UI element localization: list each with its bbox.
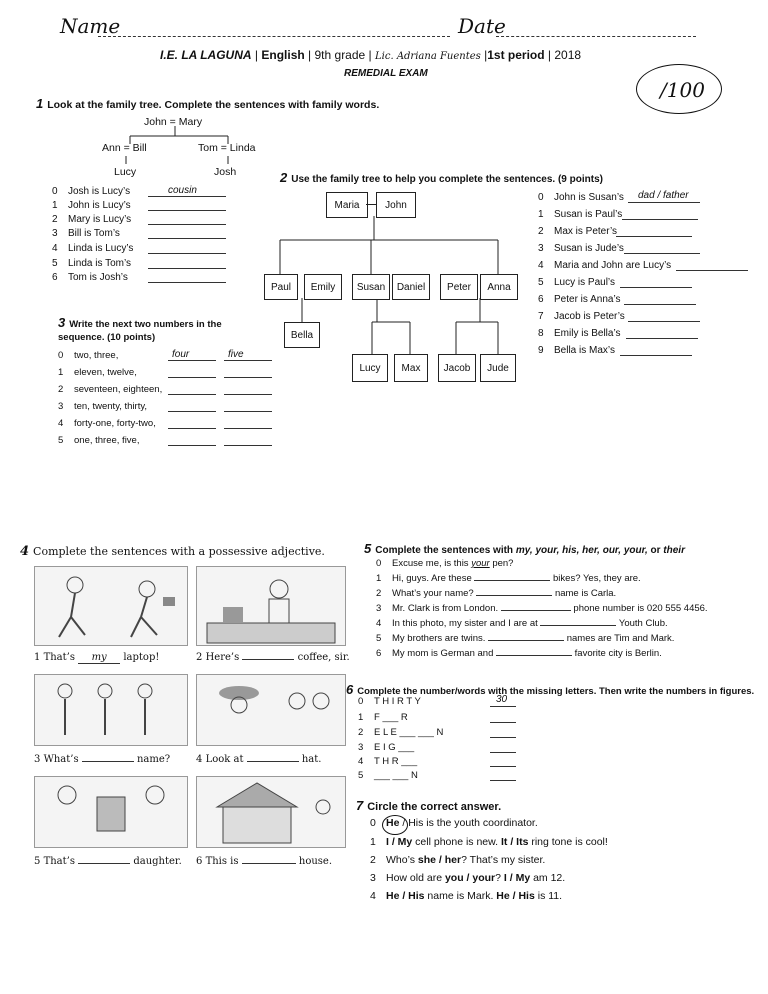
s2-item (538, 226, 617, 237)
s1-blank[interactable] (148, 282, 226, 283)
s2-item (538, 328, 621, 339)
item-text: Bill is Tom’s (68, 228, 120, 239)
s6-title (346, 682, 754, 697)
item-number: 3 (538, 243, 544, 254)
s3-item (58, 435, 139, 446)
item-pre: Excuse me, is this (392, 558, 469, 569)
s2-item (538, 345, 615, 356)
s6-blank[interactable] (490, 737, 516, 738)
item-pre: Hi, guys. Are these (392, 573, 472, 584)
date-field[interactable] (496, 36, 696, 37)
caption-number: 1 (34, 652, 41, 663)
item-number: 4 (370, 890, 376, 902)
s3-blank[interactable] (224, 428, 272, 429)
s1-item (52, 272, 128, 283)
tree2-maria: Maria (326, 192, 368, 218)
s7-choice[interactable]: He / His (496, 890, 535, 902)
item-number: 2 (58, 384, 64, 395)
item-text: Tom is Josh’s (68, 272, 128, 283)
tree2-emily: Emily (304, 274, 342, 300)
s3-item (58, 418, 156, 429)
tree2-john: John (376, 192, 416, 218)
tree1-child1: Lucy (114, 166, 137, 178)
s1-item (52, 258, 131, 269)
s4-caption-4 (196, 754, 321, 765)
s3-blank[interactable] (168, 377, 216, 378)
s2-number: 2 (280, 170, 288, 185)
item-post: favorite city is Berlin. (574, 648, 662, 659)
s7-item (370, 854, 545, 866)
cartoon-waitress-image (196, 566, 346, 646)
s4-number: 4 (20, 544, 30, 559)
s1-blank[interactable] (148, 238, 226, 239)
s7-text: / His is the youth coordinator. (399, 817, 538, 829)
s7-text: Who’s (386, 854, 418, 866)
s3-blank[interactable] (224, 411, 272, 412)
item-number: 6 (52, 272, 58, 283)
item-number: 2 (538, 226, 544, 237)
item-number: 6 (376, 648, 382, 659)
s7-text: name is Mark. (424, 890, 497, 902)
s7-number: 7 (356, 798, 364, 813)
item-number: 5 (58, 435, 64, 446)
caption-pre: This is (205, 856, 239, 867)
s7-title (356, 798, 501, 813)
score-label: /100 (660, 78, 705, 102)
tree2-daniel: Daniel (392, 274, 430, 300)
item-number: 0 (370, 817, 376, 829)
item-number: 2 (52, 214, 58, 225)
item-number: 1 (358, 712, 364, 723)
s7-text: cell phone is new. (412, 836, 501, 848)
s1-title-text: Look at the family tree. Complete the sentences with family words. (47, 99, 380, 111)
s1-item (52, 200, 131, 211)
s6-item (358, 696, 421, 707)
s4-blank[interactable] (82, 761, 134, 762)
s3-number: 3 (58, 315, 66, 330)
caption-post: hat. (301, 754, 322, 765)
hat-people-icon (197, 675, 345, 745)
item-text: Emily is Bella’s (554, 328, 621, 339)
item-number: 1 (538, 209, 544, 220)
s5-blank[interactable] (501, 610, 571, 611)
item-number: 9 (538, 345, 544, 356)
s6-number: 6 (346, 682, 354, 697)
s2-title-text: Use the family tree to help you complete the sentences. (9 points) (291, 174, 603, 185)
s7-choice[interactable]: He / His (386, 890, 425, 902)
caption-number: 6 (196, 856, 203, 867)
tree1-right: Tom = Linda (198, 142, 256, 154)
s2-blank[interactable] (624, 304, 696, 305)
s1-blank[interactable] (148, 196, 226, 197)
caption-pre: That’s (43, 856, 75, 867)
s5-item (376, 633, 674, 644)
s3-item (58, 401, 147, 412)
s5-item (376, 648, 662, 659)
teacher: Lic. Adriana Fuentes (375, 51, 481, 62)
s7-item (370, 890, 562, 902)
s2-item (538, 294, 621, 305)
s4-title (20, 544, 325, 559)
tree2-jude: Jude (480, 354, 516, 382)
item-text: Mary is Lucy’s (68, 214, 132, 225)
s7-item (370, 817, 538, 829)
item-post: phone number is 020 555 4456. (573, 603, 708, 614)
item-number: 1 (58, 367, 64, 378)
item-text: Linda is Lucy’s (68, 243, 134, 254)
name-field[interactable] (98, 36, 450, 37)
s7-text: am 12. (530, 872, 566, 884)
s1-example-answer: cousin (168, 185, 197, 196)
s1-blank[interactable] (148, 268, 226, 269)
s2-item (538, 260, 671, 271)
s6-title-text: Complete the number/words with the missing letters. Then write the numbers in figures. (357, 686, 755, 697)
caption-number: 4 (196, 754, 203, 765)
s4-blank[interactable] (78, 863, 130, 864)
item-text: T H R ___ (374, 756, 418, 767)
caption-post: name? (136, 754, 171, 765)
item-number: 5 (376, 633, 382, 644)
item-number: 5 (52, 258, 58, 269)
s2-item (538, 192, 624, 203)
s7-text: ? That’s my sister. (461, 854, 546, 866)
item-text: Susan is Jude’s (554, 243, 624, 254)
item-text: two, three, (74, 350, 119, 361)
item-text: T H I R T Y (374, 696, 421, 707)
item-number: 3 (58, 401, 64, 412)
item-number: 6 (538, 294, 544, 305)
item-text: John is Lucy’s (68, 200, 131, 211)
s6-item (358, 756, 417, 767)
s3-blank[interactable] (224, 445, 272, 446)
item-number: 4 (358, 756, 364, 767)
s3-title-line1 (58, 316, 222, 331)
item-text: ten, twenty, thirty, (74, 401, 148, 412)
item-pre: Mr. Clark is from London. (392, 603, 499, 614)
s3-blank[interactable] (168, 394, 216, 395)
caption-number: 2 (196, 652, 203, 663)
s5-title-words: my, your, his, her, our, your, (515, 545, 648, 556)
running-man-icon (35, 567, 187, 645)
s7-choice[interactable]: He (386, 817, 400, 829)
s2-item (538, 311, 625, 322)
s5-title (364, 541, 685, 556)
s5-blank[interactable] (488, 640, 564, 641)
grade: 9th grade (314, 48, 366, 62)
caption-post: house. (298, 856, 333, 867)
item-post: pen? (492, 558, 514, 569)
item-number: 5 (358, 770, 364, 781)
s2-blank[interactable] (616, 236, 692, 237)
item-number: 3 (358, 742, 364, 753)
item-number: 4 (58, 418, 64, 429)
item-number: 2 (358, 727, 364, 738)
item-number: 7 (538, 311, 544, 322)
item-text: F ___ R (374, 712, 408, 723)
tree2-jacob: Jacob (438, 354, 476, 382)
s4-caption-2 (196, 652, 350, 663)
s3-item (58, 384, 162, 395)
s3-blank[interactable] (168, 428, 216, 429)
s4-blank[interactable]: my (78, 652, 120, 664)
s4-blank[interactable] (247, 761, 299, 762)
caption-post: coffee, sir. (297, 652, 350, 663)
s5-number: 5 (364, 541, 372, 556)
caption-post: daughter. (133, 856, 182, 867)
exam-title: REMEDIAL EXAM (344, 68, 428, 79)
item-text: Bella is Max’s (554, 345, 615, 356)
item-number: 4 (376, 618, 382, 629)
s3-title-text: Write the next two numbers in the (69, 319, 222, 330)
s1-item (52, 243, 133, 254)
caption-number: 5 (34, 856, 41, 867)
caption-post: laptop! (123, 652, 160, 663)
s2-example-answer: dad / father (638, 190, 689, 201)
item-text: Peter is Anna’s (554, 294, 621, 305)
cartoon-running-man-image (34, 566, 188, 646)
cartoon-gym-image (34, 674, 188, 746)
s5-blank[interactable] (540, 625, 616, 626)
item-number: 0 (358, 696, 364, 707)
waitress-icon (197, 567, 345, 645)
item-pre: My brothers are twins. (392, 633, 486, 644)
s2-blank[interactable] (622, 219, 698, 220)
photo-people-icon (35, 777, 187, 847)
s7-text: How old are (386, 872, 445, 884)
s7-item (370, 872, 565, 884)
item-text: Josh is Lucy’s (68, 186, 131, 197)
s7-text: is 11. (534, 890, 563, 902)
s3-title-text-2: sequence. (10 points) (58, 332, 156, 343)
s4-caption-6 (196, 856, 332, 867)
s2-blank[interactable] (628, 202, 700, 203)
s3-blank[interactable] (168, 360, 216, 361)
s2-title (280, 170, 603, 185)
s5-blank[interactable] (474, 580, 550, 581)
s2-blank[interactable] (624, 253, 700, 254)
s6-item (358, 727, 443, 738)
tree2-max: Max (394, 354, 428, 382)
item-text: Linda is Tom’s (68, 258, 131, 269)
name-label: Name (60, 14, 121, 38)
s7-choice[interactable]: I / My (386, 836, 413, 848)
s2-blank[interactable] (626, 338, 698, 339)
s1-number: 1 (36, 96, 44, 111)
date-label: Date (458, 14, 506, 38)
s1-blank[interactable] (148, 210, 226, 211)
item-text: Maria and John are Lucy’s (554, 260, 672, 271)
item-number: 3 (376, 603, 382, 614)
s6-item (358, 770, 418, 781)
s5-blank[interactable] (496, 655, 572, 656)
item-text: seventeen, eighteen, (74, 384, 163, 395)
s2-item (538, 209, 622, 220)
s4-caption-1 (34, 652, 159, 664)
house-icon (197, 777, 345, 847)
item-number: 5 (538, 277, 544, 288)
s2-blank[interactable] (620, 355, 692, 356)
item-number: 0 (58, 350, 64, 361)
s2-blank[interactable] (676, 270, 748, 271)
s3-blank[interactable] (168, 445, 216, 446)
s7-text: ? (495, 872, 504, 884)
year: 2018 (554, 48, 582, 62)
caption-pre: Here’s (205, 652, 240, 663)
s3-example-answer-2: five (228, 349, 244, 360)
item-post: names are Tim and Mark. (566, 633, 675, 644)
s3-blank[interactable] (224, 394, 272, 395)
subject: English (261, 48, 305, 62)
item-number: 1 (376, 573, 382, 584)
s5-title-last: their (663, 545, 685, 556)
s1-item (52, 228, 120, 239)
item-number: 0 (52, 186, 58, 197)
cartoon-hat-image (196, 674, 346, 746)
s6-item (358, 712, 408, 723)
item-pre: What’s your name? (392, 588, 474, 599)
school-name: I.E. LA LAGUNA (160, 48, 252, 62)
item-pre: In this photo, my sister and I are at (392, 618, 538, 629)
s6-example-answer: 30 (496, 694, 508, 705)
s7-item (370, 836, 608, 848)
s7-choice[interactable]: she / her (417, 854, 462, 866)
item-number: 4 (538, 260, 544, 271)
s1-item (52, 186, 130, 197)
tree2-paul: Paul (264, 274, 298, 300)
caption-pre: What’s (43, 754, 79, 765)
caption-pre: That’s (43, 652, 75, 663)
item-text: E I G ___ (374, 742, 415, 753)
s6-item (358, 742, 414, 753)
tree2-connector (366, 204, 376, 205)
s3-example-answer-1: four (172, 349, 190, 360)
tree2-bella: Bella (284, 322, 320, 348)
item-number: 0 (538, 192, 544, 203)
s2-item (538, 243, 624, 254)
s7-choice[interactable]: I / My (503, 872, 531, 884)
s5-item (376, 603, 708, 614)
item-number: 4 (52, 243, 58, 254)
item-text: one, three, five, (74, 435, 140, 446)
period: 1st period (487, 48, 545, 62)
s4-blank[interactable] (242, 659, 294, 660)
s4-caption-3 (34, 754, 170, 765)
s5-title-text: Complete the sentences with (375, 545, 514, 556)
tree1-left: Ann = Bill (102, 142, 147, 154)
s5-item (376, 573, 641, 584)
tree2-susan: Susan (352, 274, 390, 300)
item-number: 1 (370, 836, 376, 848)
item-text: Jacob is Peter’s (554, 311, 625, 322)
s4-caption-5 (34, 856, 182, 867)
s3-item (58, 350, 118, 361)
item-text: forty-one, forty-two, (74, 418, 156, 429)
gym-people-icon (35, 675, 187, 745)
s3-blank[interactable] (168, 411, 216, 412)
item-pre: My mom is German and (392, 648, 494, 659)
s6-blank[interactable] (490, 706, 516, 707)
s5-item (376, 588, 616, 599)
s7-choice[interactable]: you / your (444, 872, 496, 884)
s6-blank[interactable] (490, 766, 516, 767)
s3-title (58, 316, 222, 344)
caption-pre: Look at (205, 754, 244, 765)
item-number: 8 (538, 328, 544, 339)
s5-item (376, 558, 513, 569)
caption-number: 3 (34, 754, 41, 765)
s4-blank[interactable] (242, 863, 296, 864)
item-number: 3 (370, 872, 376, 884)
item-text: eleven, twelve, (74, 367, 137, 378)
s7-choice[interactable]: It / Its (501, 836, 529, 848)
s6-blank[interactable] (490, 752, 516, 753)
s1-title (36, 96, 379, 111)
tree1-child2: Josh (214, 166, 237, 178)
item-post: Youth Club. (618, 618, 668, 629)
item-number: 3 (52, 228, 58, 239)
s3-item (58, 367, 137, 378)
s3-blank[interactable] (224, 377, 272, 378)
item-post: bikes? Yes, they are. (553, 573, 641, 584)
item-number: 1 (52, 200, 58, 211)
s6-blank[interactable] (490, 722, 516, 723)
item-text: Susan is Paul’s (554, 209, 623, 220)
s1-item (52, 214, 131, 225)
item-text: Max is Peter’s (554, 226, 617, 237)
item-text: ___ ___ N (374, 770, 418, 781)
item-text: Lucy is Paul’s (554, 277, 615, 288)
s2-blank[interactable] (628, 321, 700, 322)
s4-title-text: Complete the sentences with a possessive adjective. (33, 545, 325, 558)
tree2-peter: Peter (440, 274, 478, 300)
item-text: E L E ___ ___ N (374, 727, 444, 738)
s7-text: ring tone is cool! (528, 836, 608, 848)
s5-blank[interactable] (476, 595, 552, 596)
cartoon-house-image (196, 776, 346, 848)
tree1-top: John = Mary (144, 116, 203, 128)
item-text: John is Susan’s (554, 192, 624, 203)
item-post: name is Carla. (554, 588, 617, 599)
s5-item (376, 618, 668, 629)
tree2-anna: Anna (480, 274, 518, 300)
item-number: 2 (370, 854, 376, 866)
item-number: 2 (376, 588, 382, 599)
s5-title-or: or (650, 545, 661, 556)
s3-blank[interactable] (224, 360, 272, 361)
tree2-lucy: Lucy (352, 354, 388, 382)
s7-title-text: Circle the correct answer. (367, 801, 502, 813)
exam-info: I.E. LA LAGUNA | English | 9th grade | Lic. Adriana Fuentes |1st period | 2018 (160, 48, 582, 62)
s1-blank[interactable] (148, 224, 226, 225)
s5-example-answer: your (471, 558, 490, 569)
s6-blank[interactable] (490, 780, 516, 781)
s1-blank[interactable] (148, 253, 226, 254)
s2-blank[interactable] (620, 287, 692, 288)
cartoon-photo-image (34, 776, 188, 848)
item-number: 0 (376, 558, 382, 569)
s2-item (538, 277, 615, 288)
